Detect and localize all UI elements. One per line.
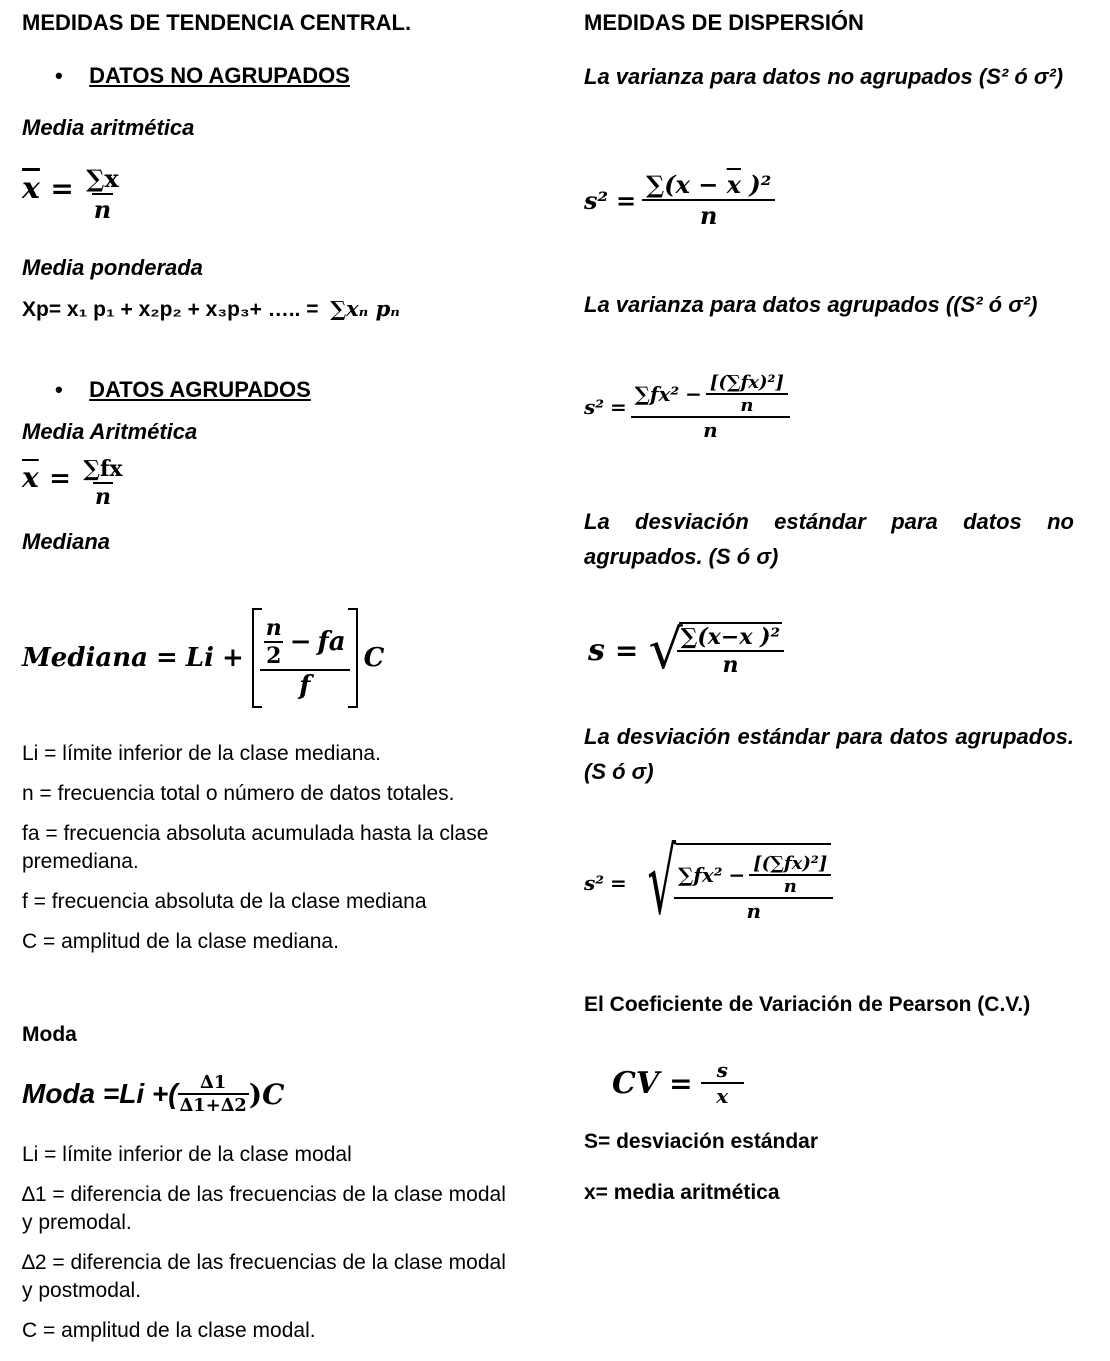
label-median: Mediana bbox=[22, 529, 111, 554]
weighted-formula-text: Xp= x₁ p₁ + x₂p₂ + x₃p₃+ ….. = bbox=[22, 298, 319, 321]
formula-mean-ungrouped: $\overline{x}$ = $\frac{\sum x}{n}$ bbox=[22, 164, 119, 224]
median-definitions bbox=[22, 740, 532, 956]
heading-grouped: DATOS AGRUPADOS bbox=[89, 377, 311, 402]
formula-sd-ungrouped: s = √ $\frac{\sum(x-\overline{x} )^2}{n}$ bbox=[588, 622, 782, 678]
formula-mode: Moda =Li +( $\frac{\Delta 1}{\Delta 1+\Delta 2}$ ) C bbox=[22, 1072, 285, 1116]
label-var-ungrouped: La varianza para datos no agrupados (S² ó σ²) bbox=[584, 64, 1064, 89]
label-sd-ungrouped: La desviación estándar para datos no agrupados. (S ó σ) bbox=[584, 509, 1074, 569]
formula-weighted bbox=[22, 296, 400, 322]
median-def-li: Li = límite inferior de la clase mediana. bbox=[22, 742, 381, 765]
median-def-n: n = frecuencia total o número de datos totales. bbox=[22, 782, 455, 805]
bullet-ungrouped: • DATOS NO AGRUPADOS bbox=[55, 63, 350, 88]
formula-var-ungrouped: s² = $\frac{\sum(x - \overline{x} )^2}{n}$ bbox=[584, 170, 773, 230]
mode-def-d1: ∆1 = diferencia de las frecuencias de la clase modal y premodal. bbox=[22, 1183, 506, 1234]
formula-var-grouped: s² = ∑fx² − $\frac{\text{[(∑fx)²]}}{n}$ n bbox=[584, 372, 788, 442]
median-def-c: C = amplitud de la clase mediana. bbox=[22, 930, 339, 953]
label-mean-ungrouped: Media aritmética bbox=[22, 115, 195, 140]
label-mean-grouped: Media Aritmética bbox=[22, 419, 198, 444]
label-mode: Moda bbox=[22, 1023, 77, 1046]
label-cv: El Coeficiente de Variación de Pearson (C.V.) bbox=[584, 993, 1031, 1016]
weighted-sum: ∑xₙ pₙ bbox=[330, 296, 400, 321]
formula-mean-grouped: $\overline{x}$ = $\frac{\sum fx}{n}$ bbox=[22, 456, 123, 510]
mode-def-li: Li = límite inferior de la clase modal bbox=[22, 1143, 352, 1166]
left-title: MEDIDAS DE TENDENCIA CENTRAL. bbox=[22, 10, 412, 35]
right-title: MEDIDAS DE DISPERSIÓN bbox=[584, 10, 864, 35]
heading-ungrouped: DATOS NO AGRUPADOS bbox=[89, 63, 350, 88]
median-def-f: f = frecuencia absoluta de la clase mediana bbox=[22, 890, 427, 913]
label-sd-grouped: La desviación estándar para datos agrupados. (S ó σ) bbox=[584, 724, 1074, 784]
mode-def-d2: ∆2 = diferencia de las frecuencias de la clase modal y postmodal. bbox=[22, 1251, 506, 1302]
mode-definitions bbox=[22, 1141, 522, 1345]
legend-s: S= desviación estándar bbox=[584, 1130, 819, 1153]
formula-sd-grouped: s² = √ ∑fx² − $\frac{\text{[(∑fx)²]}}{n}$ n bbox=[584, 838, 831, 928]
mode-def-c: C = amplitud de la clase modal. bbox=[22, 1319, 316, 1342]
legend-x: x= media aritmética bbox=[584, 1181, 780, 1204]
median-def-fa: fa = frecuencia absoluta acumulada hasta la clase premediana. bbox=[22, 822, 489, 873]
formula-cv: CV = $\frac{s}{x}$ bbox=[612, 1058, 742, 1108]
label-weighted: Media ponderada bbox=[22, 255, 203, 280]
formula-median: Mediana = Li + $\frac{n}{2}$ − fa f C bbox=[22, 608, 384, 708]
bullet-grouped: • DATOS AGRUPADOS bbox=[55, 377, 311, 402]
label-var-grouped: La varianza para datos agrupados ((S² ó σ²) bbox=[584, 292, 1038, 317]
